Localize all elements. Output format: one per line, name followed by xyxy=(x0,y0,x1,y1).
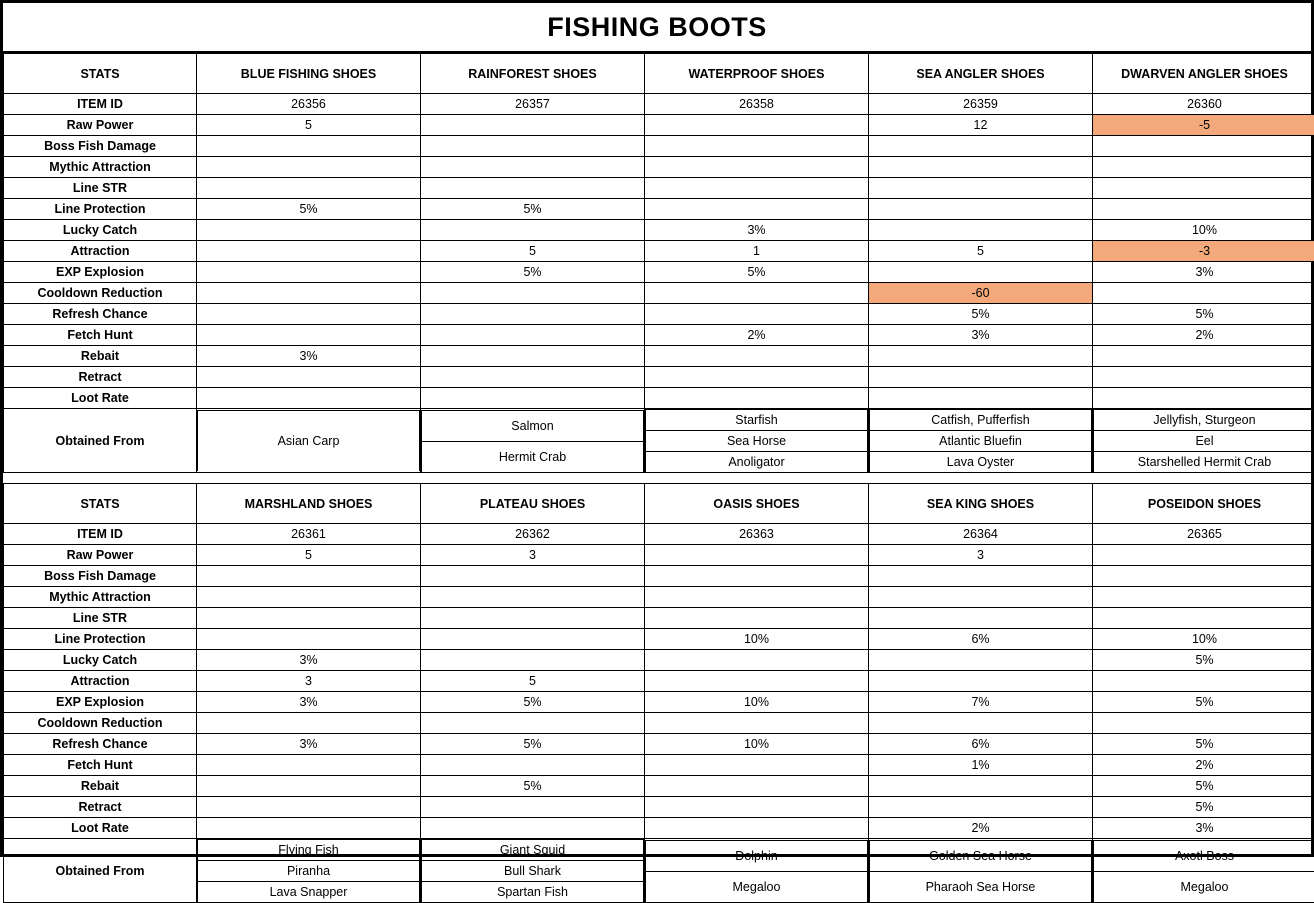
stat-value-cell: 5% xyxy=(645,262,869,283)
stat-value-cell xyxy=(197,388,421,409)
stat-table-lower xyxy=(3,483,1314,903)
stat-value-cell xyxy=(197,220,421,241)
stat-value-cell xyxy=(421,755,645,776)
obtained-from-row xyxy=(4,409,1314,473)
stat-value-cell xyxy=(421,587,645,608)
stat-value-cell: 5% xyxy=(197,199,421,220)
stat-value-cell xyxy=(645,776,869,797)
stat-value-cell: 6% xyxy=(869,629,1093,650)
stat-value-cell xyxy=(197,818,421,839)
stat-label-cell: Boss Fish Damage xyxy=(4,566,197,587)
stat-value-cell xyxy=(645,388,869,409)
stat-value-cell: -60 xyxy=(869,283,1093,304)
stat-value-cell xyxy=(645,178,869,199)
table-row xyxy=(4,566,1314,587)
stat-value-cell: 10% xyxy=(1093,220,1314,241)
stat-value-cell xyxy=(645,671,869,692)
obtained-from-cell xyxy=(1093,409,1314,473)
stat-value-cell xyxy=(1093,545,1314,566)
stat-label-cell: ITEM ID xyxy=(4,94,197,115)
obtained-from-label: Obtained From xyxy=(4,409,197,473)
table-row xyxy=(4,325,1314,346)
obtained-from-cell xyxy=(645,839,869,903)
stat-value-cell xyxy=(421,629,645,650)
stat-value-cell: 5% xyxy=(421,776,645,797)
stat-value-cell xyxy=(869,388,1093,409)
stat-value-cell: 3% xyxy=(869,325,1093,346)
stat-value-cell: 1 xyxy=(645,241,869,262)
stat-label-cell: Loot Rate xyxy=(4,388,197,409)
stats-column-header: STATS xyxy=(4,484,197,524)
table-row xyxy=(4,587,1314,608)
obtained-from-entry: Spartan Fish xyxy=(422,882,644,903)
stat-value-cell xyxy=(645,608,869,629)
stat-value-cell: 3% xyxy=(1093,818,1314,839)
stat-value-cell xyxy=(421,157,645,178)
stat-label-cell: Lucky Catch xyxy=(4,220,197,241)
stat-label-cell: Line STR xyxy=(4,608,197,629)
stat-value-cell xyxy=(197,178,421,199)
item-column-header: OASIS SHOES xyxy=(645,484,869,524)
stat-value-cell: 26358 xyxy=(645,94,869,115)
stat-value-cell xyxy=(869,797,1093,818)
stat-value-cell: 5% xyxy=(421,262,645,283)
stat-value-cell: 3 xyxy=(197,671,421,692)
table-row xyxy=(4,629,1314,650)
stat-value-cell xyxy=(645,587,869,608)
boots-table-1 xyxy=(3,53,1311,473)
obtained-from-entry: Piranha xyxy=(198,861,420,882)
stat-value-cell: 3 xyxy=(869,545,1093,566)
stat-value-cell xyxy=(197,587,421,608)
obtained-from-cell xyxy=(421,839,645,903)
item-column-header: RAINFOREST SHOES xyxy=(421,54,645,94)
stat-value-cell xyxy=(1093,136,1314,157)
stat-label-cell: ITEM ID xyxy=(4,524,197,545)
table-row xyxy=(4,115,1314,136)
table-row xyxy=(4,241,1314,262)
stat-label-cell: Line Protection xyxy=(4,199,197,220)
stat-value-cell: 5% xyxy=(421,734,645,755)
stat-value-cell: 5% xyxy=(1093,776,1314,797)
obtained-from-cell xyxy=(869,409,1093,473)
table-row xyxy=(4,157,1314,178)
stat-value-cell: -5 xyxy=(1093,115,1314,136)
obtained-from-cell xyxy=(197,839,421,903)
obtained-from-entry: Asian Carp xyxy=(198,411,420,472)
obtained-from-entry: Axotl Boss xyxy=(1094,840,1314,871)
obtained-from-cell xyxy=(197,409,421,473)
stat-label-cell: EXP Explosion xyxy=(4,262,197,283)
stat-value-cell xyxy=(645,713,869,734)
stat-value-cell xyxy=(197,283,421,304)
stat-label-cell: Line Protection xyxy=(4,629,197,650)
stat-value-cell xyxy=(197,367,421,388)
obtained-from-entry: Giant Squid xyxy=(422,840,644,861)
item-column-header: PLATEAU SHOES xyxy=(421,484,645,524)
stat-value-cell xyxy=(1093,199,1314,220)
stat-value-cell xyxy=(421,566,645,587)
obtained-from-entry: Pharaoh Sea Horse xyxy=(870,871,1092,902)
stat-value-cell xyxy=(869,199,1093,220)
stat-value-cell xyxy=(645,650,869,671)
stat-value-cell xyxy=(869,178,1093,199)
item-column-header: POSEIDON SHOES xyxy=(1093,484,1314,524)
stat-value-cell xyxy=(421,178,645,199)
stat-value-cell: 5 xyxy=(197,115,421,136)
boots-table-2 xyxy=(3,483,1311,903)
stat-value-cell: 2% xyxy=(1093,325,1314,346)
stat-value-cell xyxy=(869,220,1093,241)
stat-value-cell: 3% xyxy=(197,650,421,671)
stat-value-cell xyxy=(421,304,645,325)
stat-value-cell xyxy=(197,304,421,325)
stat-label-cell: Retract xyxy=(4,797,197,818)
stat-label-cell: Cooldown Reduction xyxy=(4,283,197,304)
stat-value-cell xyxy=(645,283,869,304)
stat-value-cell xyxy=(197,325,421,346)
stat-value-cell: 3% xyxy=(197,734,421,755)
stat-value-cell: 5% xyxy=(1093,650,1314,671)
table-row xyxy=(4,220,1314,241)
table-gap xyxy=(3,473,1311,483)
stat-value-cell: 26365 xyxy=(1093,524,1314,545)
stat-value-cell xyxy=(645,755,869,776)
stat-label-cell: Mythic Attraction xyxy=(4,157,197,178)
stat-value-cell: 7% xyxy=(869,692,1093,713)
table-row xyxy=(4,545,1314,566)
stat-value-cell xyxy=(197,157,421,178)
stat-label-cell: Loot Rate xyxy=(4,818,197,839)
stat-value-cell: 6% xyxy=(869,734,1093,755)
table-row xyxy=(4,346,1314,367)
stat-label-cell: Raw Power xyxy=(4,115,197,136)
table-row xyxy=(4,178,1314,199)
sheet-title-bar xyxy=(3,3,1311,53)
stat-label-cell: Refresh Chance xyxy=(4,304,197,325)
stat-value-cell: 3% xyxy=(1093,262,1314,283)
stat-label-cell: Mythic Attraction xyxy=(4,587,197,608)
stat-value-cell xyxy=(869,650,1093,671)
table-row xyxy=(4,734,1314,755)
item-column-header: WATERPROOF SHOES xyxy=(645,54,869,94)
stat-value-cell xyxy=(197,566,421,587)
obtained-from-entry: Sea Horse xyxy=(646,431,868,452)
obtained-from-cell xyxy=(869,839,1093,903)
stat-label-cell: Fetch Hunt xyxy=(4,755,197,776)
stat-label-cell: Refresh Chance xyxy=(4,734,197,755)
stat-value-cell xyxy=(197,608,421,629)
page-title: FISHING BOOTS xyxy=(547,12,767,43)
stat-value-cell xyxy=(1093,713,1314,734)
stat-value-cell: 10% xyxy=(645,629,869,650)
stat-value-cell xyxy=(1093,346,1314,367)
obtained-from-entry: Lava Oyster xyxy=(870,452,1092,473)
obtained-from-entry: Megaloo xyxy=(1094,871,1314,902)
stat-value-cell: 26364 xyxy=(869,524,1093,545)
stat-value-cell: 5% xyxy=(421,199,645,220)
stat-value-cell xyxy=(197,629,421,650)
table-row xyxy=(4,671,1314,692)
obtained-from-entry: Dolphin xyxy=(646,840,868,871)
stat-value-cell: 26360 xyxy=(1093,94,1314,115)
table-row xyxy=(4,94,1314,115)
obtained-from-entry: Flying Fish xyxy=(198,840,420,861)
stat-value-cell xyxy=(645,304,869,325)
stat-label-cell: Boss Fish Damage xyxy=(4,136,197,157)
obtained-from-cell xyxy=(421,409,645,473)
table-row xyxy=(4,818,1314,839)
obtained-from-cell xyxy=(645,409,869,473)
stat-label-cell: Rebait xyxy=(4,776,197,797)
stat-value-cell xyxy=(869,713,1093,734)
obtained-from-entry: Jellyfish, Sturgeon xyxy=(1094,410,1314,431)
stat-value-cell: 2% xyxy=(1093,755,1314,776)
stat-value-cell: 10% xyxy=(645,734,869,755)
stat-value-cell xyxy=(645,367,869,388)
stat-value-cell xyxy=(197,136,421,157)
table-row xyxy=(4,524,1314,545)
table-row xyxy=(4,608,1314,629)
stat-value-cell: 5 xyxy=(197,545,421,566)
stat-value-cell xyxy=(421,367,645,388)
obtained-from-entry: Megaloo xyxy=(646,871,868,902)
stat-value-cell: 5 xyxy=(421,671,645,692)
obtained-from-entry: Atlantic Bluefin xyxy=(870,431,1092,452)
table-row xyxy=(4,283,1314,304)
stat-value-cell: 26356 xyxy=(197,94,421,115)
table-header-row xyxy=(4,484,1314,524)
obtained-from-label: Obtained From xyxy=(4,839,197,903)
stat-value-cell: 26362 xyxy=(421,524,645,545)
stat-value-cell xyxy=(421,220,645,241)
stat-value-cell xyxy=(645,136,869,157)
stat-value-cell xyxy=(1093,608,1314,629)
obtained-from-entry: Eel xyxy=(1094,431,1314,452)
stat-label-cell: Rebait xyxy=(4,346,197,367)
stat-value-cell xyxy=(1093,367,1314,388)
stat-value-cell xyxy=(645,199,869,220)
stat-value-cell: 3 xyxy=(421,545,645,566)
stat-value-cell: 5 xyxy=(421,241,645,262)
stat-value-cell xyxy=(869,367,1093,388)
table-row xyxy=(4,304,1314,325)
stat-value-cell: -3 xyxy=(1093,241,1314,262)
stat-label-cell: Attraction xyxy=(4,241,197,262)
stat-value-cell xyxy=(197,262,421,283)
stat-value-cell xyxy=(421,818,645,839)
table-row xyxy=(4,367,1314,388)
stat-value-cell xyxy=(869,587,1093,608)
stat-value-cell xyxy=(869,346,1093,367)
stat-label-cell: Fetch Hunt xyxy=(4,325,197,346)
obtained-from-entry: Bull Shark xyxy=(422,861,644,882)
stat-value-cell xyxy=(869,136,1093,157)
stat-value-cell xyxy=(869,566,1093,587)
stat-value-cell: 5% xyxy=(1093,304,1314,325)
table-row xyxy=(4,797,1314,818)
stat-label-cell: Attraction xyxy=(4,671,197,692)
table-row xyxy=(4,650,1314,671)
item-column-header: DWARVEN ANGLER SHOES xyxy=(1093,54,1314,94)
stat-value-cell: 5 xyxy=(869,241,1093,262)
item-column-header: BLUE FISHING SHOES xyxy=(197,54,421,94)
obtained-from-entry: Hermit Crab xyxy=(422,441,644,472)
stat-value-cell xyxy=(1093,178,1314,199)
stat-value-cell xyxy=(645,545,869,566)
stat-value-cell: 5% xyxy=(1093,692,1314,713)
stat-value-cell: 2% xyxy=(869,818,1093,839)
table-row xyxy=(4,388,1314,409)
stat-value-cell xyxy=(421,388,645,409)
obtained-from-entry: Anoligator xyxy=(646,452,868,473)
stat-value-cell xyxy=(421,797,645,818)
stat-value-cell xyxy=(421,325,645,346)
stat-value-cell: 3% xyxy=(197,346,421,367)
stat-label-cell: EXP Explosion xyxy=(4,692,197,713)
stat-value-cell xyxy=(1093,587,1314,608)
stat-value-cell: 3% xyxy=(645,220,869,241)
stat-value-cell xyxy=(645,797,869,818)
table-row xyxy=(4,262,1314,283)
stat-value-cell xyxy=(421,115,645,136)
stat-table-upper xyxy=(3,53,1314,473)
stat-value-cell: 5% xyxy=(869,304,1093,325)
stat-value-cell: 10% xyxy=(645,692,869,713)
stat-value-cell xyxy=(1093,388,1314,409)
stat-value-cell xyxy=(421,346,645,367)
obtained-from-entry: Starfish xyxy=(646,410,868,431)
stat-value-cell xyxy=(869,671,1093,692)
stat-value-cell xyxy=(645,115,869,136)
table-row xyxy=(4,713,1314,734)
stat-value-cell xyxy=(645,157,869,178)
obtained-from-entry: Catfish, Pufferfish xyxy=(870,410,1092,431)
stat-value-cell xyxy=(197,755,421,776)
stat-label-cell: Retract xyxy=(4,367,197,388)
obtained-from-row xyxy=(4,839,1314,903)
stat-value-cell: 26359 xyxy=(869,94,1093,115)
table-row xyxy=(4,776,1314,797)
stat-value-cell xyxy=(869,608,1093,629)
stat-value-cell xyxy=(869,157,1093,178)
stat-value-cell xyxy=(869,776,1093,797)
stat-value-cell: 2% xyxy=(645,325,869,346)
stat-value-cell xyxy=(645,346,869,367)
stat-value-cell: 1% xyxy=(869,755,1093,776)
obtained-from-entry: Golden Sea Horse xyxy=(870,840,1092,871)
stat-value-cell: 12 xyxy=(869,115,1093,136)
table-row xyxy=(4,755,1314,776)
stat-value-cell: 5% xyxy=(421,692,645,713)
stat-value-cell: 5% xyxy=(1093,797,1314,818)
obtained-from-entry: Salmon xyxy=(422,410,644,441)
stat-value-cell xyxy=(197,776,421,797)
stats-column-header: STATS xyxy=(4,54,197,94)
stat-value-cell xyxy=(1093,157,1314,178)
stat-value-cell: 3% xyxy=(197,692,421,713)
obtained-from-cell xyxy=(1093,839,1314,903)
stat-value-cell xyxy=(1093,566,1314,587)
stat-value-cell: 26357 xyxy=(421,94,645,115)
stat-value-cell xyxy=(1093,671,1314,692)
item-column-header: SEA KING SHOES xyxy=(869,484,1093,524)
stat-value-cell xyxy=(197,713,421,734)
stat-value-cell xyxy=(645,566,869,587)
stat-value-cell: 5% xyxy=(1093,734,1314,755)
obtained-from-entry: Lava Snapper xyxy=(198,882,420,903)
stat-value-cell xyxy=(645,818,869,839)
stat-value-cell: 26361 xyxy=(197,524,421,545)
stat-value-cell xyxy=(1093,283,1314,304)
stat-value-cell xyxy=(421,283,645,304)
stat-value-cell xyxy=(421,713,645,734)
obtained-from-entry: Starshelled Hermit Crab xyxy=(1094,452,1314,473)
stat-value-cell xyxy=(869,262,1093,283)
stat-value-cell: 10% xyxy=(1093,629,1314,650)
table-header-row xyxy=(4,54,1314,94)
stat-label-cell: Cooldown Reduction xyxy=(4,713,197,734)
item-column-header: MARSHLAND SHOES xyxy=(197,484,421,524)
stat-value-cell: 26363 xyxy=(645,524,869,545)
table-row xyxy=(4,136,1314,157)
stat-value-cell xyxy=(197,241,421,262)
stat-value-cell xyxy=(421,650,645,671)
stat-label-cell: Raw Power xyxy=(4,545,197,566)
table-row xyxy=(4,199,1314,220)
table-row xyxy=(4,692,1314,713)
stat-label-cell: Line STR xyxy=(4,178,197,199)
stat-value-cell xyxy=(197,797,421,818)
stat-value-cell xyxy=(421,136,645,157)
stat-label-cell: Lucky Catch xyxy=(4,650,197,671)
stat-value-cell xyxy=(421,608,645,629)
item-column-header: SEA ANGLER SHOES xyxy=(869,54,1093,94)
